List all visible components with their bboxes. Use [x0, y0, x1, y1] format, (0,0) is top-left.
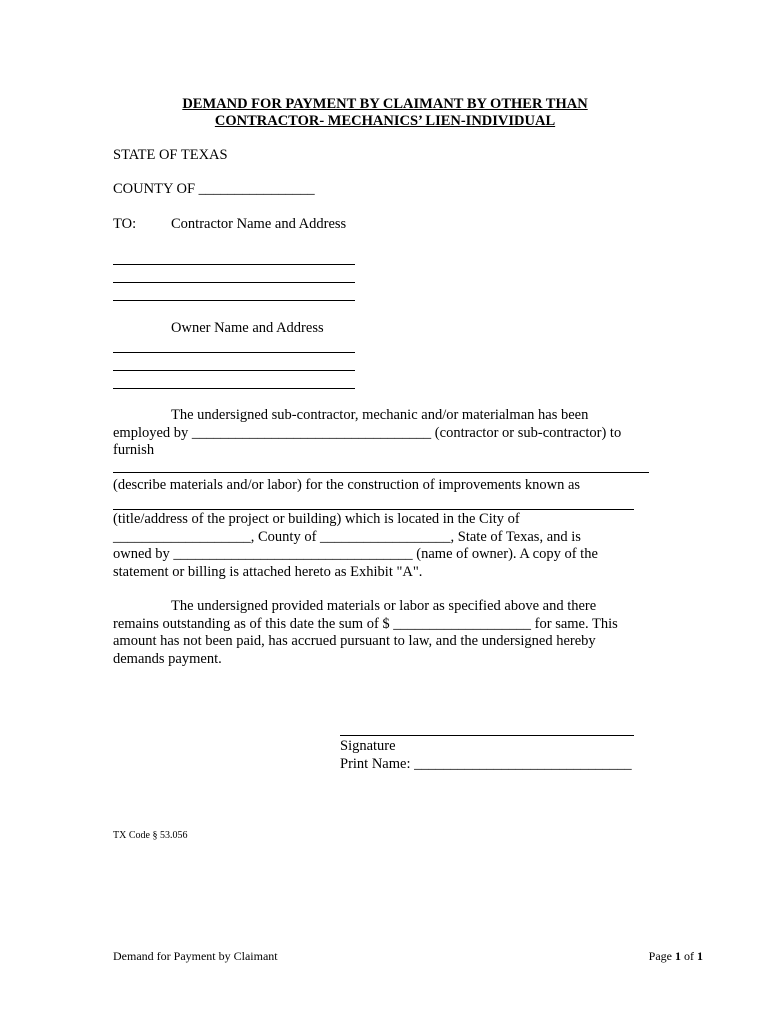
paragraph-1-line-8: statement or billing is attached hereto as Exhibit "A". [113, 564, 423, 580]
contractor-address-line-1 [113, 264, 355, 265]
page-total: 1 [697, 949, 703, 963]
page-number [649, 949, 703, 963]
paragraph-1-line-1: The undersigned sub-contractor, mechanic and/or materialman has been [171, 407, 589, 423]
paragraph-2-line-2: remains outstanding as of this date the sum of $ ___________________ for same. This [113, 616, 618, 632]
to-label: TO: [113, 216, 137, 232]
paragraph-1-line-3: furnish [113, 442, 155, 458]
signature-label: Signature [340, 738, 396, 754]
paragraph-2-line-1: The undersigned provided materials or labor as specified above and there [171, 598, 597, 614]
project-line [113, 509, 634, 510]
paragraph-1-line-6: ___________________, County of __________________, State of Texas, and is [113, 529, 581, 545]
statute-code: TX Code § 53.056 [113, 830, 188, 841]
document-title-line-2: CONTRACTOR- MECHANICS’ LIEN-INDIVIDUAL [214, 113, 556, 129]
paragraph-1-line-4: (describe materials and/or labor) for the construction of improvements known as [113, 477, 581, 493]
paragraph-1-line-2: employed by _________________________________ (contractor or sub-contractor) to [113, 425, 622, 441]
print-name-line: Print Name: ______________________________ [340, 756, 632, 772]
paragraph-2-line-3: amount has not been paid, has accrued pursuant to law, and the undersigned hereby [113, 633, 596, 649]
page-of: of [681, 949, 697, 963]
state-label: STATE OF TEXAS [113, 147, 228, 163]
signature-line [340, 735, 634, 736]
materials-line [113, 472, 649, 473]
contractor-label: Contractor Name and Address [171, 216, 347, 232]
county-line: COUNTY OF ________________ [113, 181, 315, 197]
contractor-address-line-2 [113, 282, 355, 283]
owner-address-line-2 [113, 370, 355, 371]
owner-address-line-3 [113, 388, 355, 389]
owner-address-line-1 [113, 352, 355, 353]
owner-label: Owner Name and Address [171, 320, 324, 336]
paragraph-1-line-7: owned by _________________________________ (name of owner). A copy of the [113, 546, 598, 562]
paragraph-1-line-5: (title/address of the project or building) which is located in the City of [113, 511, 520, 527]
page-current: 1 [675, 949, 681, 963]
document-title-line-1: DEMAND FOR PAYMENT BY CLAIMANT BY OTHER THAN [182, 96, 588, 112]
page-prefix: Page [648, 949, 675, 963]
contractor-address-line-3 [113, 300, 355, 301]
paragraph-2-line-4: demands payment. [113, 651, 222, 667]
footer-title: Demand for Payment by Claimant [113, 949, 278, 963]
